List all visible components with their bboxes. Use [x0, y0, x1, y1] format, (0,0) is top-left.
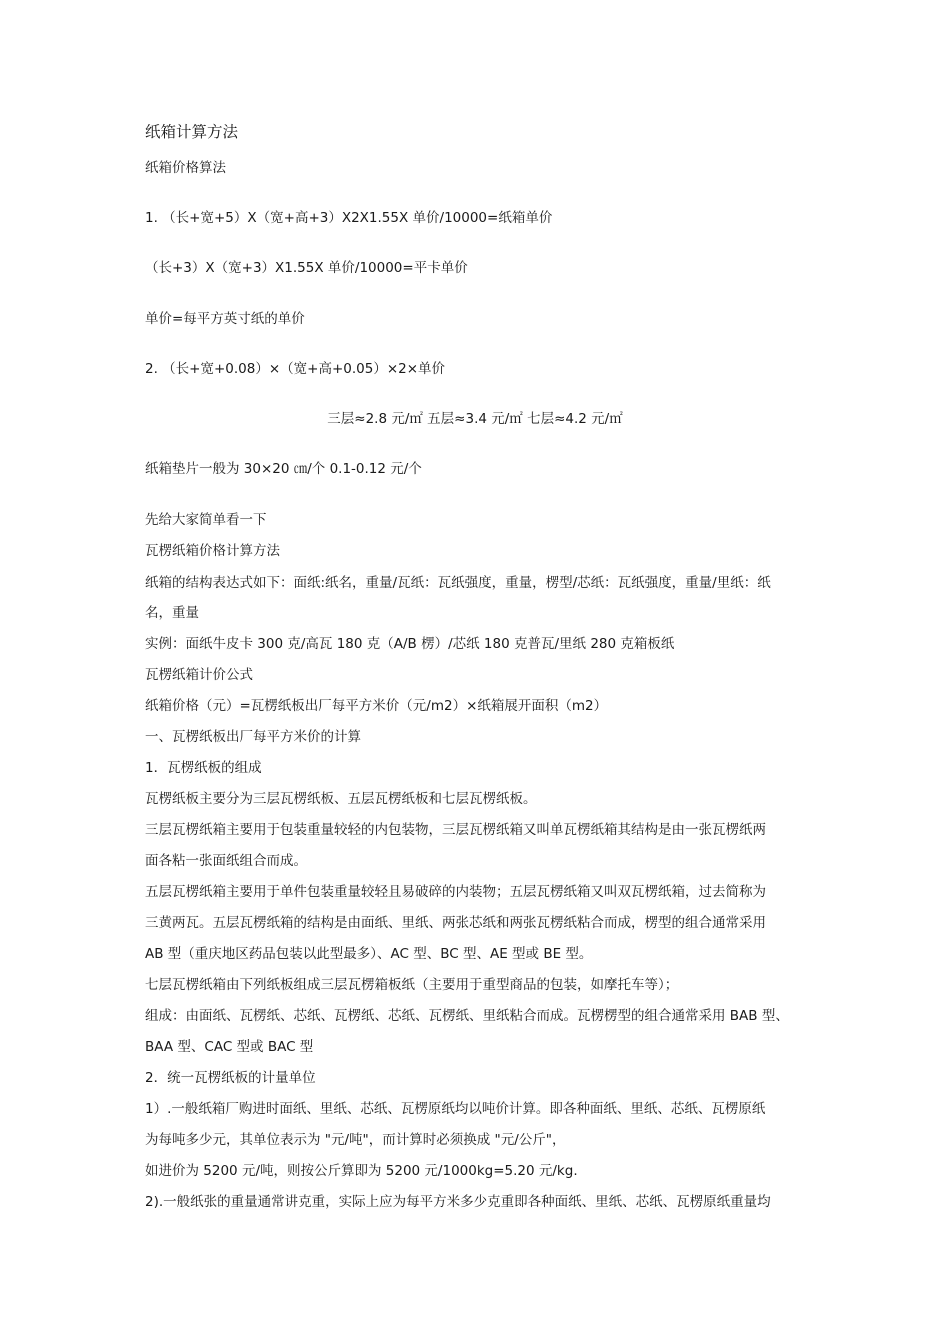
text-line: 五层瓦楞纸箱主要用于单件包装重量较轻且易破碎的内装物；五层瓦楞纸箱又叫双瓦楞纸箱，过去简称为 — [145, 884, 766, 900]
text-line: 为每吨多少元，其单位表示为 "元/吨"，而计算时必须换成 "元/公斤"， — [145, 1132, 566, 1148]
text-line: 七层瓦楞纸箱由下列纸板组成三层瓦楞箱板纸（主要用于重型商品的包装，如摩托车等）； — [145, 977, 679, 993]
section-heading: 1．瓦楞纸板的组成 — [145, 760, 262, 776]
section-heading: 一、瓦楞纸板出厂每平方米价的计算 — [145, 729, 361, 745]
document-title: 纸箱计算方法 — [145, 123, 239, 141]
text-line: 组成：由面纸、瓦楞纸、芯纸、瓦楞纸、芯纸、瓦楞纸、里纸粘合而成。瓦楞楞型的组合通常采用 BAB 型、 — [145, 1008, 789, 1024]
section-heading: 纸箱价格算法 — [145, 160, 226, 176]
price-line: 三层≈2.8 元/㎡ 五层≈3.4 元/㎡ 七层≈4.2 元/㎡ — [327, 411, 623, 427]
section-heading: 瓦楞纸箱计价公式 — [145, 667, 253, 683]
text-line: 纸箱的结构表达式如下：面纸:纸名，重量/瓦纸：瓦纸强度，重量，楞型/芯纸：瓦纸强度，重量/里纸：纸 — [145, 575, 771, 591]
text-line: 瓦楞纸板主要分为三层瓦楞纸板、五层瓦楞纸板和七层瓦楞纸板。 — [145, 791, 537, 807]
text-line: 名，重量 — [145, 605, 199, 621]
text-line: 2).一般纸张的重量通常讲克重，实际上应为每平方米多少克重即各种面纸、里纸、芯纸、瓦楞原纸重量均 — [145, 1194, 771, 1210]
section-heading: 2．统一瓦楞纸板的计量单位 — [145, 1070, 316, 1086]
formula-line: 2. （长+宽+0.08）×（宽+高+0.05）×2×单价 — [145, 361, 446, 377]
text-line: 如进价为 5200 元/吨，则按公斤算即为 5200 元/1000kg=5.20 元/kg. — [145, 1163, 578, 1179]
text-line: 面各粘一张面纸组合而成。 — [145, 853, 307, 869]
text-line: BAA 型、CAC 型或 BAC 型 — [145, 1039, 314, 1055]
text-line: 实例：面纸牛皮卡 300 克/高瓦 180 克（A/B 楞）/芯纸 180 克普瓦/里纸 280 克箱板纸 — [145, 636, 675, 652]
section-heading: 瓦楞纸箱价格计算方法 — [145, 543, 280, 559]
formula-line: 1. （长+宽+5）X（宽+高+3）X2X1.55X 单价/10000=纸箱单价 — [145, 210, 553, 226]
text-line: 1）.一般纸箱厂购进时面纸、里纸、芯纸、瓦楞原纸均以吨价计算。即各种面纸、里纸、芯纸、瓦楞原纸 — [145, 1101, 766, 1117]
formula-line: 纸箱价格（元）=瓦楞纸板出厂每平方米价（元/m2）×纸箱展开面积（m2） — [145, 698, 608, 714]
text-line: 三层瓦楞纸箱主要用于包装重量较轻的内包装物，三层瓦楞纸箱又叫单瓦楞纸箱其结构是由一张瓦楞纸两 — [145, 822, 766, 838]
text-line: 纸箱垫片一般为 30×20 ㎝/个 0.1-0.12 元/个 — [145, 461, 422, 477]
formula-line: （长+3）X（宽+3）X1.55X 单价/10000=平卡单价 — [145, 260, 468, 276]
text-line: 三黄两瓦。五层瓦楞纸箱的结构是由面纸、里纸、两张芯纸和两张瓦楞纸粘合而成，楞型的组合通常采用 — [145, 915, 766, 931]
text-line: AB 型（重庆地区药品包装以此型最多）、AC 型、BC 型、AE 型或 BE 型。 — [145, 946, 593, 962]
text-line: 单价=每平方英寸纸的单价 — [145, 311, 305, 327]
text-line: 先给大家简单看一下 — [145, 512, 267, 528]
